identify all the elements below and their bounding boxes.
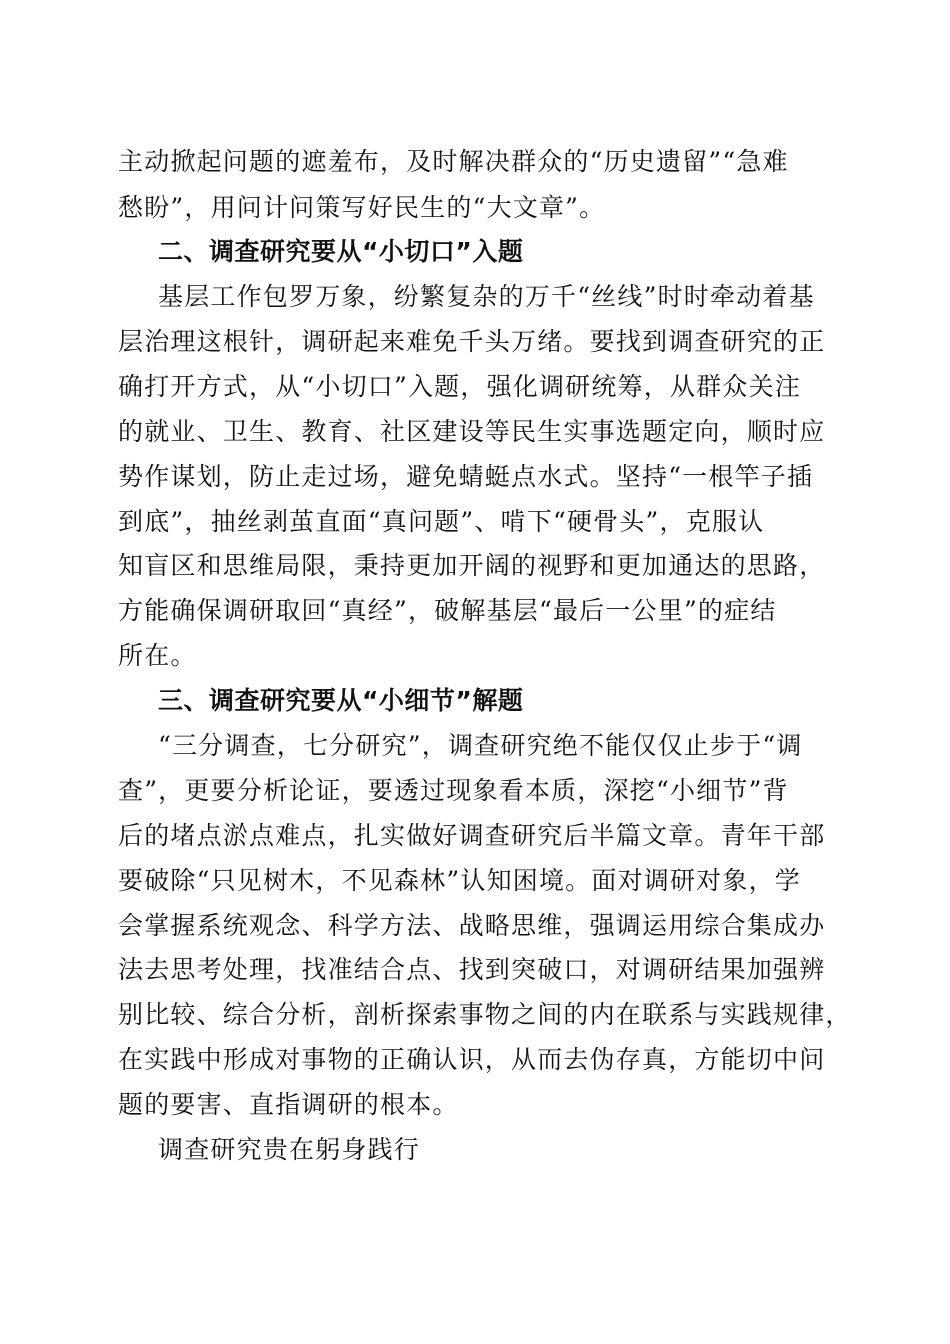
body-line: 基层工作包罗万象，纷繁复杂的万千“丝线”时时牵动着基 bbox=[158, 282, 815, 311]
body-line: 到底”，抽丝剥茧直面“真问题”、啃下“硬骨头”，克服认 bbox=[118, 507, 765, 536]
body-line: 方能确保调研取回“真经”，破解基层“最后一公里”的症结 bbox=[118, 596, 777, 625]
body-line: 的就业、卫生、教育、社区建设等民生实事选题定向，顺时应 bbox=[118, 417, 826, 446]
body-line: 后的堵点淤点难点，扎实做好调查研究后半篇文章。青年干部 bbox=[118, 821, 826, 850]
body-line: 别比较、综合分析，剖析探索事物之间的内在联系与实践规律， bbox=[118, 1000, 852, 1029]
body-line: 要破除“只见树木，不见森林”认知困境。面对调研对象，学 bbox=[118, 866, 801, 895]
body-line: 确打开方式，从“小切口”入题，强化调研统筹，从群众关注 bbox=[118, 372, 801, 401]
body-line: “三分调查，七分研究”，调查研究绝不能仅仅止步于“调 bbox=[158, 731, 803, 760]
body-line: 法去思考处理，找准结合点、找到突破口，对调研结果加强辨 bbox=[118, 955, 826, 984]
body-line: 层治理这根针，调研起来难免千头万绪。要找到调查研究的正 bbox=[118, 327, 826, 356]
body-line: 会掌握系统观念、科学方法、战略思维，强调运用综合集成办 bbox=[118, 911, 826, 940]
section-heading-3: 三、调查研究要从“小细节”解题 bbox=[158, 686, 524, 715]
body-line: 在实践中形成对事物的正确认识，从而去伪存真，方能切中问 bbox=[118, 1045, 826, 1074]
body-line: 势作谋划，防止走过场，避免蜻蜓点水式。坚持“一根竿子插 bbox=[118, 462, 814, 491]
body-line: 所在。 bbox=[118, 641, 197, 670]
body-line: 题的要害、直指调研的根本。 bbox=[118, 1090, 459, 1119]
body-line: 查”，更要分析论证，要透过现象看本质，深挖“小细节”背 bbox=[118, 776, 789, 805]
body-line: 主动掀起问题的遮羞布，及时解决群众的“历史遗留”“急难 bbox=[118, 147, 789, 176]
body-line: 愁盼”，用问计问策写好民生的“大文章”。 bbox=[118, 193, 606, 222]
body-line: 知盲区和思维局限，秉持更加开阔的视野和更加通达的思路， bbox=[118, 551, 826, 580]
section-heading-2: 二、调查研究要从“小切口”入题 bbox=[158, 237, 524, 266]
body-line: 调查研究贵在躬身践行 bbox=[158, 1135, 421, 1164]
